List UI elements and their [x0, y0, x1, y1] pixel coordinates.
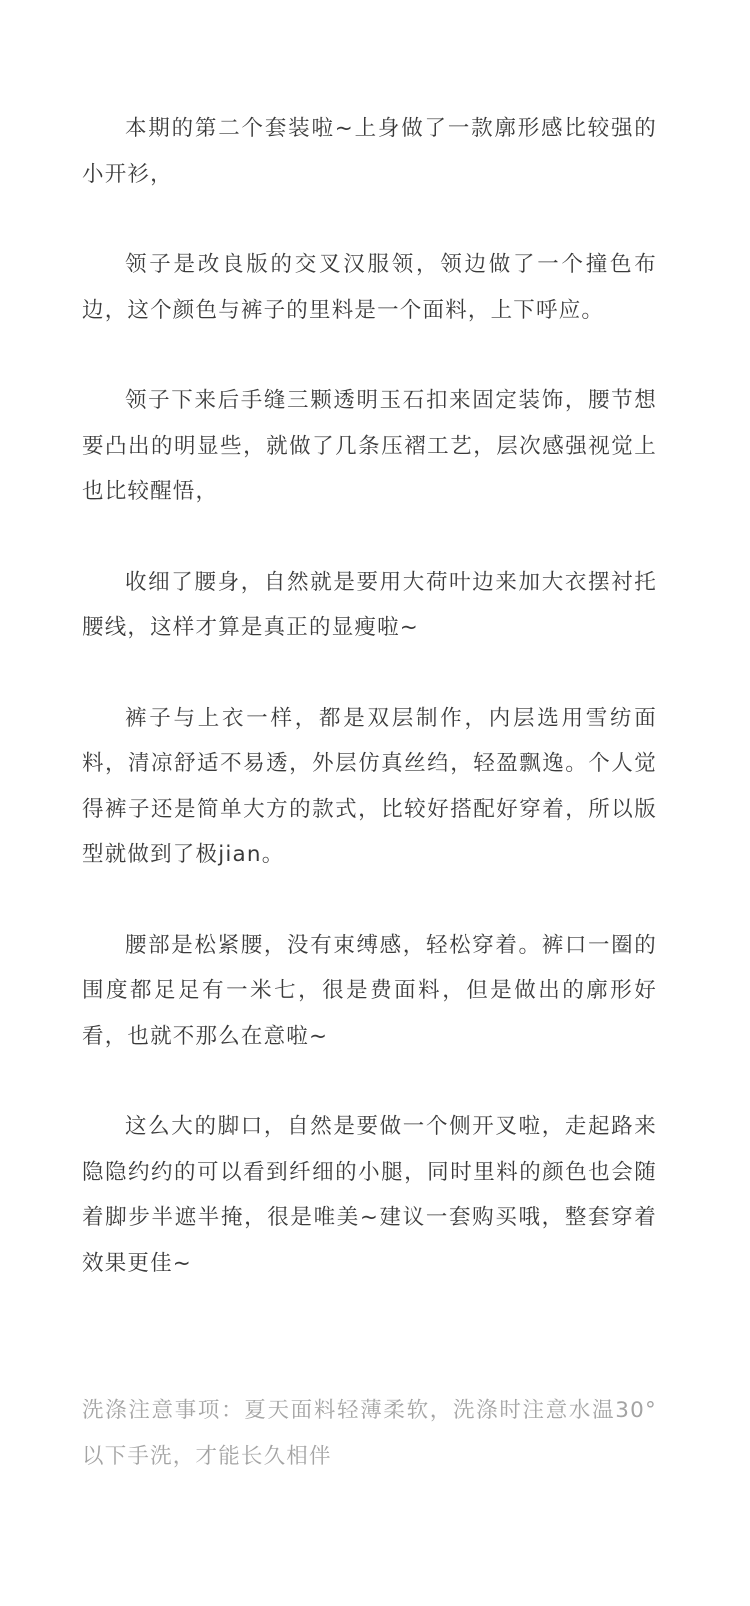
paragraph-trousers-fabric: 裤子与上衣一样，都是双层制作，内层选用雪纺面料，清凉舒适不易透，外层仿真丝绉，轻盈飘逸。个人觉得裤子还是简单大方的款式，比较好搭配好穿着，所以版型就做到了极jian。	[82, 705, 657, 867]
paragraph-side-slit: 这么大的脚口，自然是要做一个侧开叉啦，走起路来隐隐约约的可以看到纤细的小腿，同时里料的颜色也会随着脚步半遮半掩，很是唯美~建议一套购买哦，整套穿着效果更佳~	[82, 1114, 657, 1276]
paragraph-collar: 领子是改良版的交叉汉服领，领边做了一个撞色布边，这个颜色与裤子的里料是一个面料，上下呼应。	[82, 252, 657, 323]
paragraph-waist-ruffle: 收细了腰身，自然就是要用大荷叶边来加大衣摆衬托腰线，这样才算是真正的显瘦啦~	[82, 569, 657, 640]
paragraph-cardigan-intro: 本期的第二个套装啦~上身做了一款廓形感比较强的小开衫，	[82, 116, 657, 187]
paragraph-buttons-pleats: 领子下来后手缝三颗透明玉石扣来固定装饰，腰节想要凸出的明显些，就做了几条压褶工艺，层次感强视觉上也比较醒悟，	[82, 388, 657, 504]
product-description	[82, 106, 657, 1286]
paragraph-elastic-waist: 腰部是松紧腰，没有束缚感，轻松穿着。裤口一圈的围度都足足有一米七，很是费面料，但是做出的廓形好看，也就不那么在意啦~	[82, 932, 657, 1049]
care-instructions: 洗涤注意事项：夏天面料轻薄柔软，洗涤时注意水温30°以下手洗，才能长久相伴	[82, 1398, 657, 1469]
